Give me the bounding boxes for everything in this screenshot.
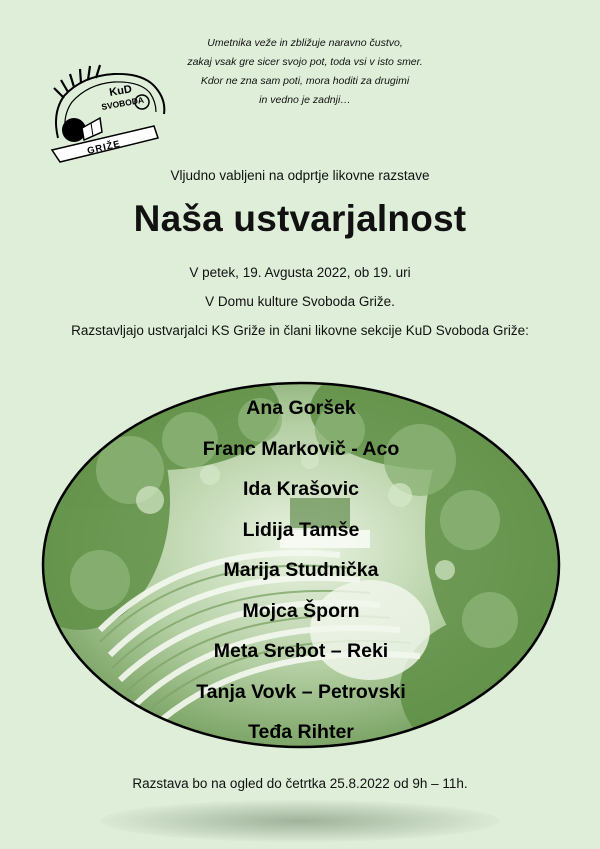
- logo-place-text: GRIŽE: [86, 138, 122, 157]
- event-datetime: V petek, 19. Avgusta 2022, ob 19. uri: [189, 265, 411, 280]
- invitation-line: Vljudno vabljeni na odprtje likovne razstave: [170, 168, 430, 183]
- motto-quote: [175, 34, 435, 110]
- artist-name: Tanja Vovk – Petrovski: [196, 680, 406, 703]
- artist-name: Mojca Šporn: [242, 599, 360, 622]
- logo-kud-text: KuD: [108, 83, 133, 99]
- quote-line: Kdor ne zna sam poti, mora hoditi za drugimi: [200, 75, 410, 87]
- quote-line: in vedno je zadnji…: [259, 94, 351, 106]
- quote-line: Umetnika veže in zbližuje naravno čustvo,: [207, 37, 403, 49]
- amphitheater-photo-oval: [40, 380, 562, 750]
- page-title: Naša ustvarjalnost: [133, 198, 467, 239]
- artist-name: Franc Markovič - Aco: [202, 437, 400, 460]
- decorative-shadow: [100, 800, 500, 842]
- event-exhibitors: Razstavljajo ustvarjalci KS Griže in člani likovne sekcije KuD Svoboda Griže:: [71, 323, 529, 338]
- artist-name: Lidija Tamše: [242, 518, 360, 541]
- event-venue: V Domu kulture Svoboda Griže.: [205, 294, 395, 309]
- kud-svoboda-logo: [44, 58, 174, 166]
- logo-svoboda-text: SVOBODA: [100, 94, 145, 112]
- quote-line: zakaj vsak gre sicer svojo pot, toda vsi v isto smer.: [187, 56, 423, 68]
- artist-name: Marija Studnička: [223, 559, 379, 581]
- artist-name: Meta Srebot – Reki: [213, 640, 389, 662]
- artist-name: Teđa Rihter: [248, 721, 354, 743]
- artist-name: Ida Krašovic: [243, 478, 359, 500]
- closing-note: Razstava bo na ogled do četrtka 25.8.2022 od 9h – 11h.: [132, 776, 468, 791]
- artist-list: [40, 388, 562, 753]
- artist-name: Ana Goršek: [246, 397, 356, 419]
